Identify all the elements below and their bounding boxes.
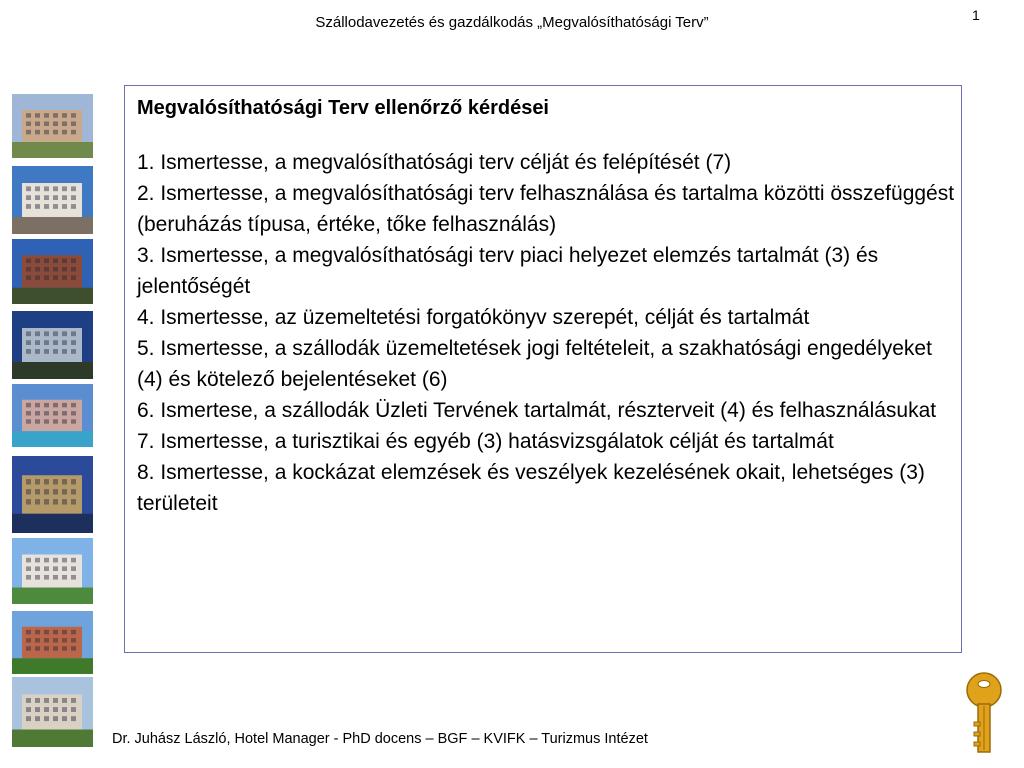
photo-palace-hotel [12,166,93,234]
page-number: 1 [972,7,980,23]
box-title: Megvalósíthatósági Terv ellenőrző kérdései [137,97,549,119]
question-item: 2. Ismertesse, a megvalósíthatósági terv felhasználása és tartalma közötti összefüggést (beruházás típusa, értéke, tőke felhasználás) [137,182,955,236]
questions-box [124,85,962,653]
question-item: 3. Ismertesse, a megvalósíthatósági terv piaci helyezet elemzés tartalmát (3) és jelentőségét [137,244,879,298]
photo-chain-bridge [12,456,93,533]
question-item: 5. Ismertesse, a szállodák üzemeltetések jogi feltételeit, a szakhatósági engedélyeket (4) és kötelező bejelentéseket (6) [137,337,932,391]
footer-author: Dr. Juhász László, Hotel Manager - PhD docens – BGF – KVIFK – Turizmus Intézet [112,731,648,747]
question-item: 7. Ismertesse, a turisztikai és egyéb (3) hatásvizsgálatok célját és tartalmát [137,430,834,453]
photo-thermal-pool [12,384,93,447]
photo-glass-hotel-night [12,311,93,379]
photo-modern-hotel [12,239,93,304]
question-item: 6. Ismertese, a szállodák Üzleti Tervének tartalmát, részterveit (4) és felhasználásukat [137,399,937,422]
question-item: 1. Ismertesse, a megvalósíthatósági terv célját és felépítését (7) [137,151,732,174]
photo-historic-building [12,94,93,158]
photo-resort-hotel [12,538,93,604]
key-icon [960,672,1008,756]
photo-castle-hotel [12,677,93,747]
question-item: 8. Ismertesse, a kockázat elemzések és veszélyek kezelésének okait, lehetséges (3) területeit [137,461,925,515]
photo-manor-garden [12,611,93,674]
header-title: Szállodavezetés és gazdálkodás „Megvalósíthatósági Terv” [315,14,709,31]
question-item: 4. Ismertesse, az üzemeltetési forgatókönyv szerepét, célját és tartalmát [137,306,810,329]
question-list [137,147,961,519]
